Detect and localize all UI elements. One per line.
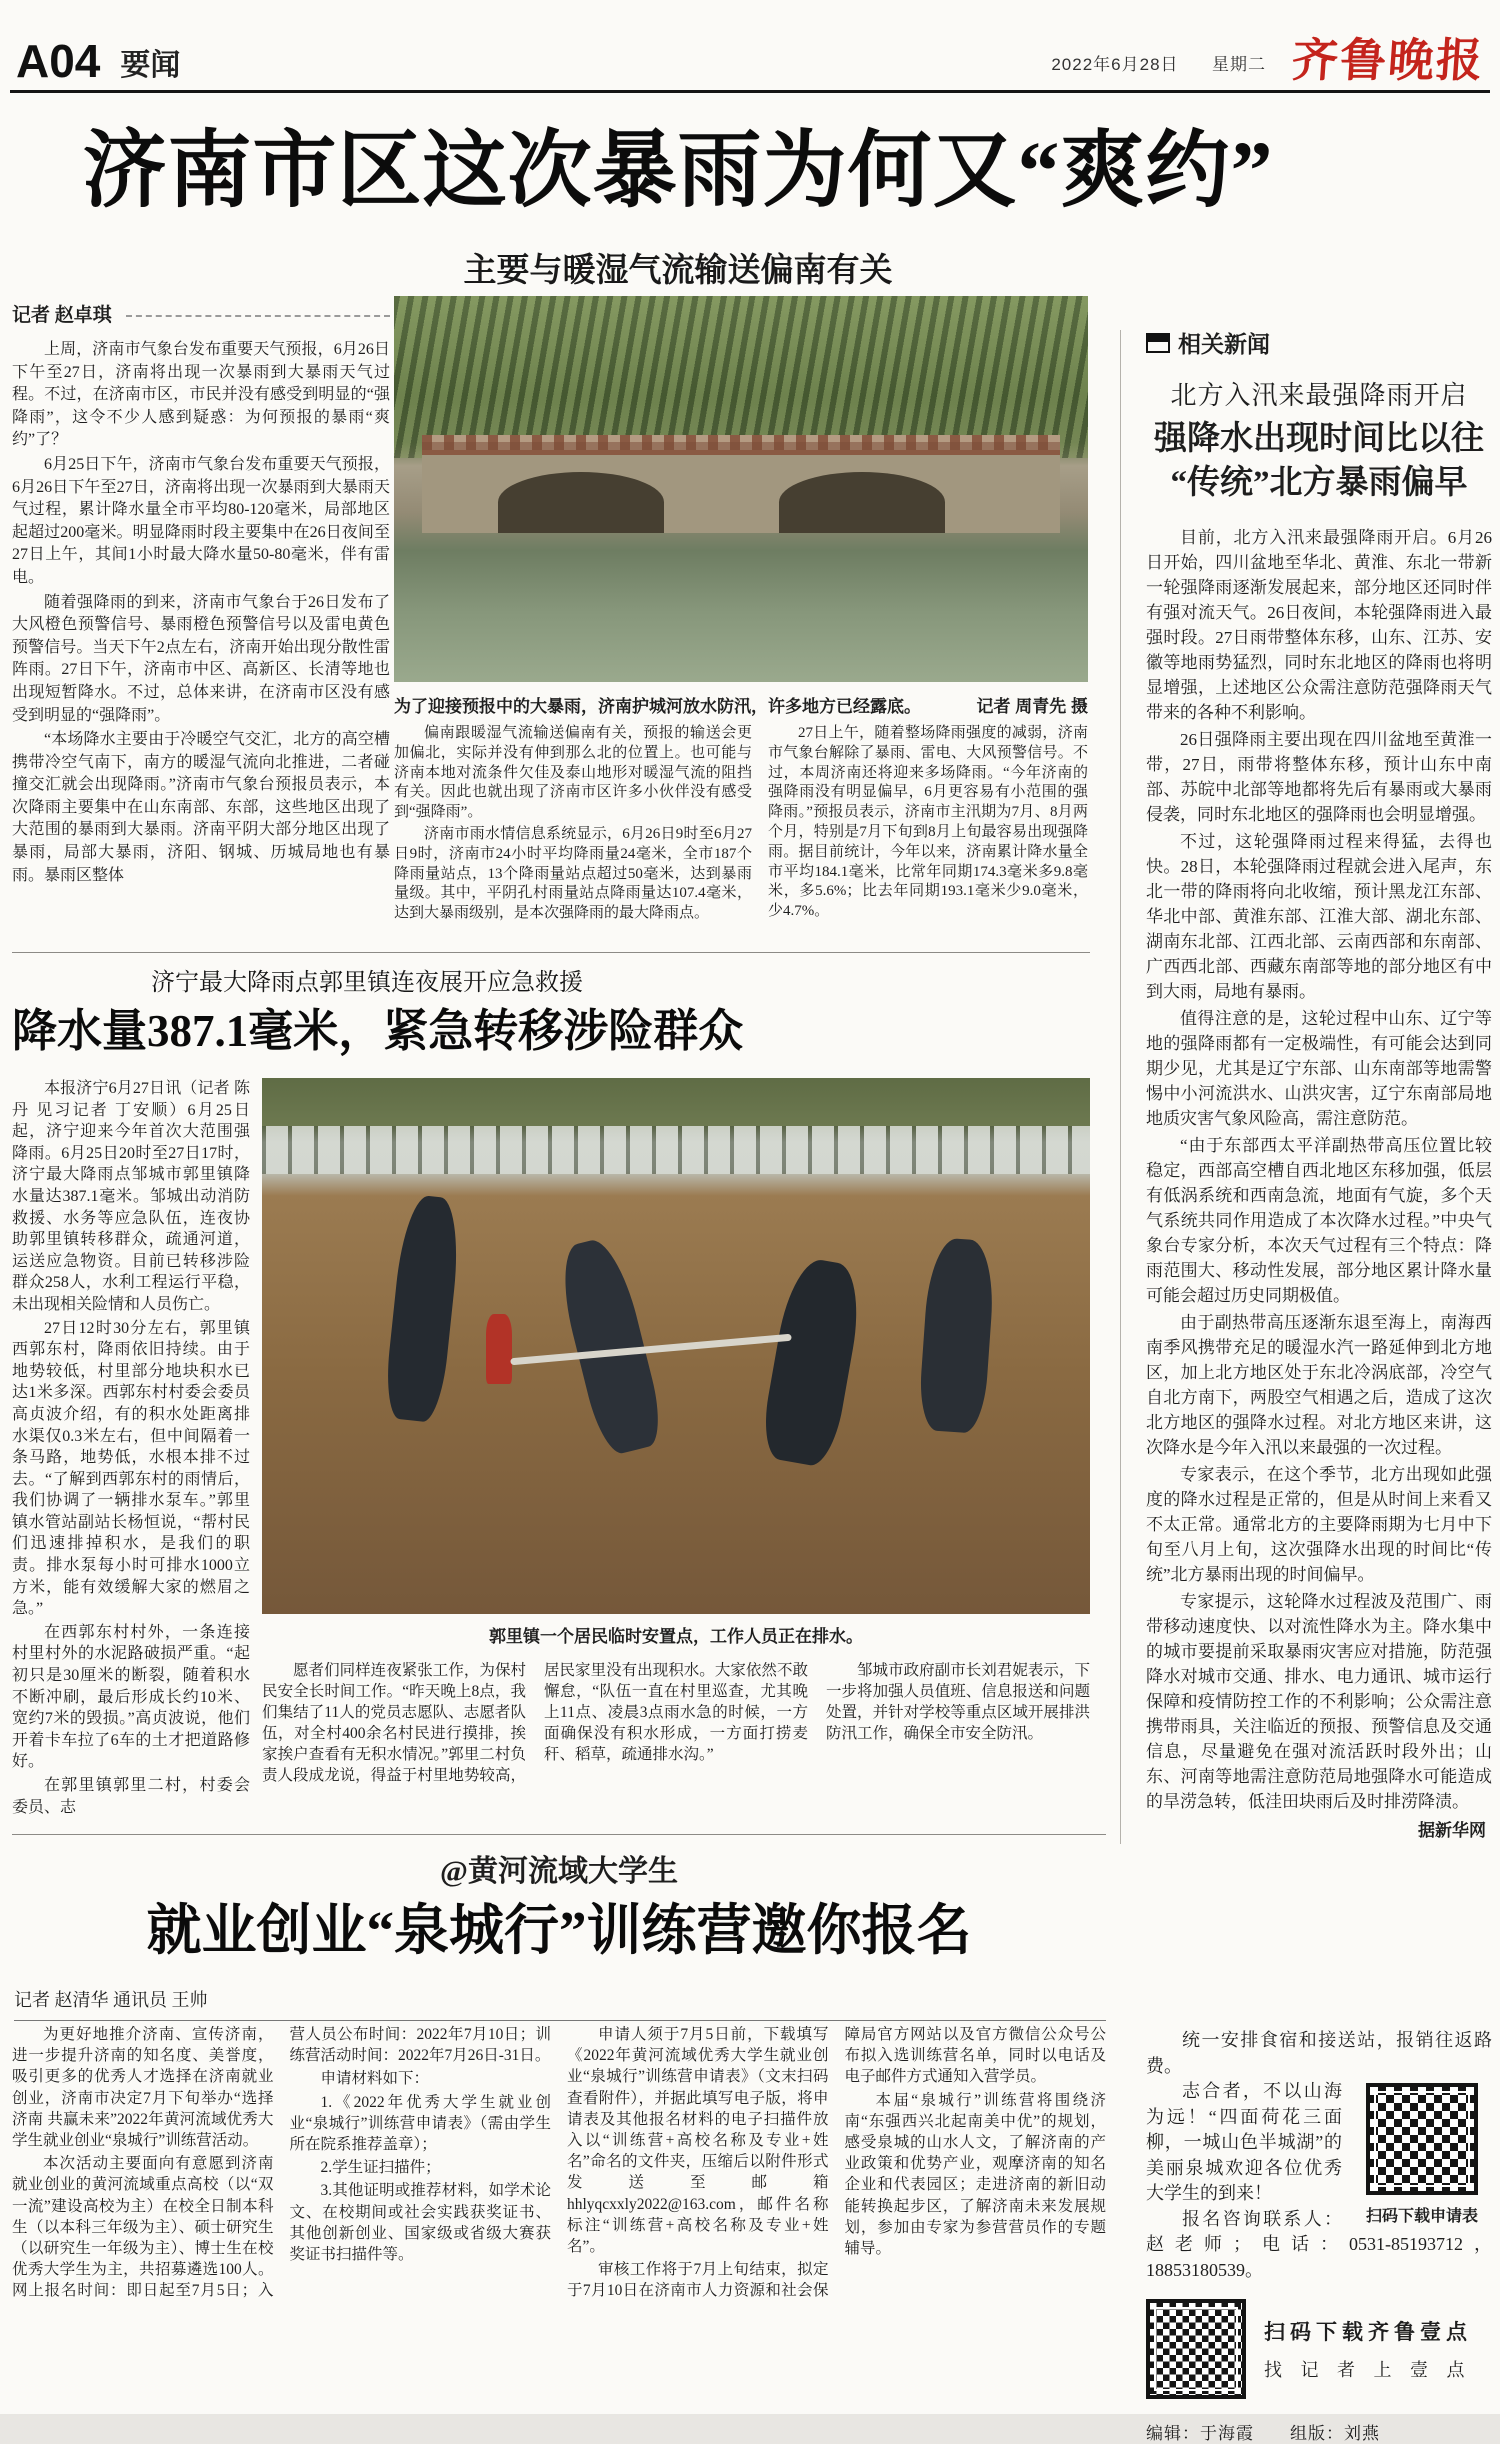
app-download-block bbox=[1146, 2299, 1492, 2399]
contact-paragraph: 统一安排食宿和接送站，报销往返路费。 bbox=[1146, 2030, 1492, 2076]
fire-hydrant bbox=[486, 1314, 512, 1384]
article2-paragraph: 在郭里镇郭里二村，村委会委员、志 bbox=[12, 1777, 250, 1816]
contact-paragraph: 志合者，不以山海为远！“四面荷花三面柳，一城山色半城湖”的美丽泉城欢迎各位优秀大学生的到来！ bbox=[1146, 2081, 1342, 2203]
qr-code-qilu-app bbox=[1146, 2299, 1246, 2399]
newspaper-icon bbox=[1146, 333, 1170, 353]
photo-canal-bridge bbox=[394, 296, 1088, 682]
bottom-paragraph: 本次活动主要面向有意愿到济南就业创业的黄河流域重点高校（以“双一流”建设高校为主）在校全日制本科生（以本科三年级为主）、硕士研究生（以研究生一年级为主）、博士生在校优秀大学生为主，共招募遴选100人。网上报名时间：即日起至7月5日；入营人员公布时间：2022年7月10日；训练营活动时间：2022年7月26日-31日。 bbox=[12, 2026, 551, 2300]
article2-kicker: 济宁最大降雨点郭里镇连夜展开应急救援 bbox=[151, 970, 583, 996]
bottom-paragraph: 审核工作将于7月上旬结束，拟定于7月10日在济南市人力资源和社会保障局官方网站以及官方微信公众号公布拟入选训练营名单，同时以电话及电子邮件方式通知入营学员。 bbox=[567, 2026, 1106, 2300]
bridge-arch bbox=[779, 472, 945, 532]
sidebar-paragraph: 值得注意的是，这轮过程中山东、辽宁等地的强降雨都有一定极端性，有可能会达到同期少见，尤其是辽宁东部、山东南部等地需警惕中小河流洪水、山洪灾害，辽宁东南部局地地质灾害气象风险高，需注意防范。 bbox=[1146, 1009, 1492, 1129]
sidebar-source: 据新华网 bbox=[1418, 1821, 1486, 1841]
article1-subtitle: 主要与暖湿气流输送偏南有关 bbox=[463, 253, 893, 289]
qr2-subtitle: 找 记 者 上 壹 点 bbox=[1264, 2360, 1472, 2380]
article1-paragraph: 济南市雨水情信息系统显示，6月26日9时至6月27日9时，济南市24小时平均降雨量24毫米，全市187个降雨量站点，13个降雨量站点超过50毫米，达到暴雨量级。其中，平阴孔村雨量站点降雨量达107.4毫米，达到大暴雨级别，是本次强降雨的最大降雨点。 bbox=[394, 825, 752, 922]
sidebar-divider bbox=[1120, 330, 1121, 1844]
bottom-byline: 记者 赵清华 通讯员 王帅 bbox=[14, 1986, 1106, 2021]
worker-silhouette bbox=[918, 1237, 998, 1434]
stone-bridge bbox=[422, 450, 1060, 532]
article1-byline: 记者 赵卓琪 bbox=[12, 300, 390, 327]
article1-paragraph: “本场降水主要由于冷暖空气交汇，北方的高空槽携带冷空气南下，南方的暖湿气流向北推进，二者碰撞交汇就会出现降雨。”济南市气象台预报员表示，本次降雨主要集中在山东南部、东部，这些地区出现了大范围的暴雨到大暴雨。济南平阴大部分地区出现了暴雨，局部大暴雨，济阳、钢城、历城局地也有暴雨。暴雨区整体 bbox=[12, 731, 390, 884]
sidebar-body bbox=[1146, 525, 1492, 1841]
article2-headline: 降水量387.1毫米，紧急转移涉险群众 bbox=[12, 1006, 744, 1056]
sidebar-paragraph: 由于副热带高压逐渐东退至海上，南海西南季风携带充足的暖湿水汽一路延伸到北方地区，加上北方地区处于东北冷涡底部，冷空气自北方南下，两股空气相遇之后，造成了这次北方地区的强降水过程。对北方地区来讲，这次降水是今年入汛以来最强的一次过程。 bbox=[1146, 1313, 1492, 1458]
qr2-title: 扫码下载齐鲁壹点 bbox=[1264, 2320, 1472, 2344]
article1-column1 bbox=[12, 300, 390, 946]
worker-silhouette bbox=[758, 1255, 867, 1469]
photo1-credit: 记者 周青先 摄 bbox=[976, 697, 1088, 716]
photo2-caption: 郭里镇一个居民临时安置点，工作人员正在排水。 bbox=[489, 1627, 863, 1646]
article1-paragraph: 6月25日下午，济南市气象台发布重要天气预报，6月26日下午至27日，济南将出现一次暴雨到大暴雨天气过程，累计降水量全市平均80-120毫米，局部地区起超过200毫米。明显降雨时段主要集中在26日夜间至27日上午，其间1小时最大降水量50-80毫米，伴有雷电。 bbox=[12, 455, 390, 586]
bottom-paragraph: 本届“泉城行”训练营将围绕济南“东强西兴北起南美中优”的规划，感受泉城的山水人文，了解济南的产业政策和优势产业，观摩济南的知名企业和代表园区；走进济南的新旧动能转换起步区，了解济南未来发展规划，参加由专家为参营营员作的专题辅导。 bbox=[844, 2091, 1106, 2258]
article1-column3 bbox=[768, 724, 1088, 942]
bottom-paragraph: 申请人须于7月5日前，下载填写《2022年黄河流域优秀大学生就业创业“泉城行”训练营申请表》（文末扫码查看附件），并据此填写电子版，将申请表及其他报名材料的电子扫描件放入以“训练营+高校名称及专业+姓名”命名的文件夹，压缩后以附件形式发送至邮箱hhlyqcxxly2022@163.com，邮件名称标注“训练营+高校名称及专业+姓名”。 bbox=[567, 2026, 829, 2256]
bottom-columns bbox=[12, 2024, 1106, 2410]
article2-column1 bbox=[12, 1078, 250, 1818]
header-rule bbox=[10, 90, 1490, 93]
application-qr-block bbox=[1352, 2083, 1492, 2226]
editor-credits: 编辑：于海霞 组版：刘燕 bbox=[1146, 2424, 1380, 2443]
bottom-paragraph: 1.《2022年优秀大学生就业创业“泉城行”训练营申请表》（需由学生所在院系推荐盖章）； bbox=[289, 2093, 551, 2154]
signup-contact-block bbox=[1146, 2028, 1492, 2443]
page-number: A04 bbox=[16, 35, 101, 87]
article1-headline: 济南市区这次暴雨为何又“爽约” bbox=[82, 125, 1274, 218]
article2-paragraph: 本报济宁6月27日讯（记者 陈丹 见习记者 丁安顺）6月25日起，济宁迎来今年首次大范围强降雨。6月25日20时至27日17时，济宁最大降雨点邹城市郭里镇降水量达387.1毫米。邹城出动消防救援、水务等应急队伍，连夜协助郭里镇转移群众，疏通河道，运送应急物资。目前已转移涉险群众258人，水利工程运行平稳，未出现相关险情和人员伤亡。 bbox=[12, 1080, 250, 1313]
bottom-paragraph: 3.其他证明或推荐材料，如学术论文、在校期间或社会实践获奖证书、其他创新创业、国家级或省级大赛获奖证书扫描件等。 bbox=[289, 2182, 551, 2264]
photo1-caption: 为了迎接预报中的大暴雨，济南护城河放水防汛，许多地方已经露底。 记者 周青先 摄 bbox=[394, 692, 1088, 717]
section-rule bbox=[12, 1834, 1106, 1835]
section-rule bbox=[12, 952, 1090, 953]
article2-paragraph: 27日12时30分左右，郭里镇西郭东村，降雨依旧持续。由于地势较低，村里部分地块积水已达1米多深。西郭东村村委会委员高贞波介绍，有的积水处距离排水渠仅0.3米左右，但中间隔着一条马路，地势低，水根本排不过去。“了解到西郭东村的雨情后，我们协调了一辆排水泵车。”郭里镇水管站副站长杨恒说，“帮村民们迅速排掉积水，是我们的职责。排水泵每小时可排水1000立方米，能有效缓解大家的燃眉之急。” bbox=[12, 1319, 250, 1618]
article2-lower-columns bbox=[262, 1660, 1090, 1814]
article2-paragraph: 在西郭东村村外，一条连接村里村外的水泥路破损严重。“起初只是30厘米的断裂，随着积水不断冲刷，最后形成长约10米、宽约7米的毁损。”高贞波说，他们开着卡车拉了6车的土才把道路修好。 bbox=[12, 1623, 250, 1771]
bottom-paragraph: 申请材料如下： bbox=[320, 2070, 430, 2088]
article2-paragraph: 邹城市政府副市长刘君妮表示，下一步将加强人员值班、信息报送和问题处置，并针对学校等重点区域开展排洪防汛工作，确保全市安全防汛。 bbox=[826, 1662, 1090, 1742]
article1-paragraph: 27日上午，随着整场降雨强度的减弱，济南市气象台解除了暴雨、雷电、大风预警信号。不过，本周济南还将迎来多场降雨。“今年济南的强降雨没有明显偏早，6月更容易有小范围的强降雨。”预报员表示，济南市主汛期为7月、8月两个月，特别是7月下旬到8月上旬最容易出现强降雨。据目前统计，今年以来，济南累计降水量全市平均184.1毫米，比常年同期174.3毫米多9.8毫米，多5.6%；比去年同期193.1毫米少9.0毫米，少4.7%。 bbox=[768, 725, 1088, 920]
sidebar-paragraph: 不过，这轮强降雨过程来得猛，去得也快。28日，本轮强降雨过程就会进入尾声，东北一带的降雨将向北收缩，预计黑龙江东部、华北中部、黄淮东部、江淮大部、湖北东部、湖南东北部、江西北部、云南西部和东南部、广西西北部、西藏东南部等地的部分地区有中到大雨，局地有暴雨。 bbox=[1146, 832, 1492, 1002]
page-header bbox=[16, 24, 1486, 87]
article2-paragraph: 愿者们同样连夜紧张工作，为保村民安全长时间工作。“昨天晚上8点，我们集结了11人的党员志愿队、志愿者队伍，对全村400余名村民进行摸排，挨家挨户查看有无积水情况。”郭里二村负责人段成龙说，得益于村里地势较高，居民家里没有出现积水。大家依然不敢懈怠，“队伍一直在村里巡查，尤其晚上11点、凌晨3点雨水急的时候，一方面确保没有积水形成，一方面打捞麦秆、稻草，疏通排水沟。” bbox=[262, 1662, 808, 1784]
sidebar-paragraph: 专家表示，在这个季节，北方出现如此强度的降水过程是正常的，但是从时间上来看又不太正常。通常北方的主要降雨期为七月中下旬至八月上旬，这次强降水出现的时间比“传统”北方暴雨出现的时间偏早。 bbox=[1146, 1465, 1492, 1585]
masthead-logo: 齐鲁晚报 bbox=[1290, 35, 1486, 86]
sidebar-paragraph: 目前，北方入汛来最强降雨开启。6月26日开始，四川盆地至华北、黄淮、东北一带新一轮强降雨逐渐发展起来，部分地区还同时伴有强对流天气。26日夜间，本轮强降雨进入最强时段。27日雨带整体东移，山东、江苏、安徽等地雨势猛烈，同时东北地区的降雨也将明显增强，上述地区公众需注意防范强降雨天气带来的各种不利影响。 bbox=[1146, 528, 1492, 723]
bottom-tagline: @黄河流域大学生 bbox=[440, 1855, 678, 1888]
related-news-sidebar bbox=[1146, 326, 1492, 1841]
bridge-arch bbox=[498, 472, 664, 532]
sidebar-kicker: 北方入汛来最强降雨开启 bbox=[1170, 381, 1468, 410]
article1-column2 bbox=[394, 724, 752, 942]
related-news-label: 相关新闻 bbox=[1146, 326, 1492, 359]
fence bbox=[262, 1126, 1090, 1174]
bottom-headline: 就业创业“泉城行”训练营邀你报名 bbox=[146, 1900, 972, 1961]
bottom-paragraph: 为更好地推介济南、宣传济南，进一步提升济南的知名度、美誉度，吸引更多的优秀人才选择在济南就业创业，济南市决定7月下旬举办“选择济南 共赢未来”2022年黄河流域优秀大学生就业创业“泉城行”训练营活动。 bbox=[12, 2026, 274, 2150]
photo-flood-rescue bbox=[262, 1078, 1090, 1614]
drain-hose bbox=[511, 1334, 792, 1366]
sidebar-paragraph: 26日强降雨主要出现在四川盆地至黄淮一带，27日，雨带将整体东移，预计山东中南部、苏皖中北部等地都将先后有暴雨或大暴雨侵袭，同时东北地区的强降雨也会明显增强。 bbox=[1146, 730, 1492, 825]
bottom-paragraph: 2.学生证扫描件； bbox=[320, 2159, 441, 2177]
sidebar-paragraph: “由于东部西太平洋副热带高压位置比较稳定，西部高空槽自西北地区东移加强，低层有低涡系统和西南急流，地面有气旋，多个天气系统共同作用造成了本次降水过程。”中央气象台专家分析，本次天气过程有三个特点：降雨范围大、移动性发展，部分地区累计降水量可能会超过历史同期极值。 bbox=[1146, 1136, 1492, 1306]
article1-paragraph: 偏南跟暖湿气流输送偏南有关，预报的输送会更加偏北，实际并没有伸到那么北的位置上。也可能与济南本地对流条件欠佳及泰山地形对暖湿气流的阻挡有关。因此也就出现了济南市区许多小伙伴没有感受到“强降雨”。 bbox=[394, 725, 752, 821]
dateline bbox=[1051, 50, 1266, 84]
article1-paragraph: 上周，济南市气象台发布重要天气预报，6月26日下午至27日，济南将出现一次暴雨到大暴雨天气过程。不过，在济南市区，市民并没有感受到明显的“强降雨”，这令不少人感到疑惑：为何预报的暴雨“爽约”了？ bbox=[12, 341, 390, 449]
willow-trees bbox=[394, 296, 1088, 458]
worker-silhouette bbox=[383, 1193, 464, 1423]
sidebar-paragraph: 专家提示，这轮降水过程波及范围广、雨带移动速度快、以对流性降水为主。降水集中的城市要提前采取暴雨灾害应对措施，防范强降水对城市交通、排水、电力通讯、城市运行保障和疫情防控工作的不利影响；公众需注意携带雨具，关注临近的预报、预警信息及交通信息，尽量避免在强对流活跃时段外出；山东、河南等地需注意防范局地强降水可能造成的旱涝急转，低洼田块雨后及时排涝降渍。 bbox=[1146, 1592, 1492, 1812]
qr1-caption: 扫码下载申请表 bbox=[1365, 2208, 1478, 2225]
byline-rule bbox=[126, 315, 390, 317]
sidebar-headline: 强降水出现时间比以往 “传统”北方暴雨偏早 bbox=[1154, 421, 1484, 501]
section-title: 要闻 bbox=[120, 49, 181, 82]
weekday: 星期二 bbox=[1212, 55, 1266, 74]
article1-paragraph: 随着强降雨的到来，济南市气象台于26日发布了大风橙色预警信号、暴雨橙色预警信号以及雷电黄色预警信号。当天下午2点左右，济南开始出现分散性雷阵雨。27日下午，济南市中区、高新区、长清等地也出现短暂降水。不过，总体来讲，在济南市区没有感受到明显的“强降雨”。 bbox=[12, 593, 390, 724]
contact-paragraph: 报名咨询联系人：赵老师；电话：0531-85193712，18853180539。 bbox=[1146, 2208, 1492, 2280]
date: 2022年6月28日 bbox=[1051, 55, 1179, 74]
qr-code-application-form bbox=[1366, 2083, 1478, 2195]
